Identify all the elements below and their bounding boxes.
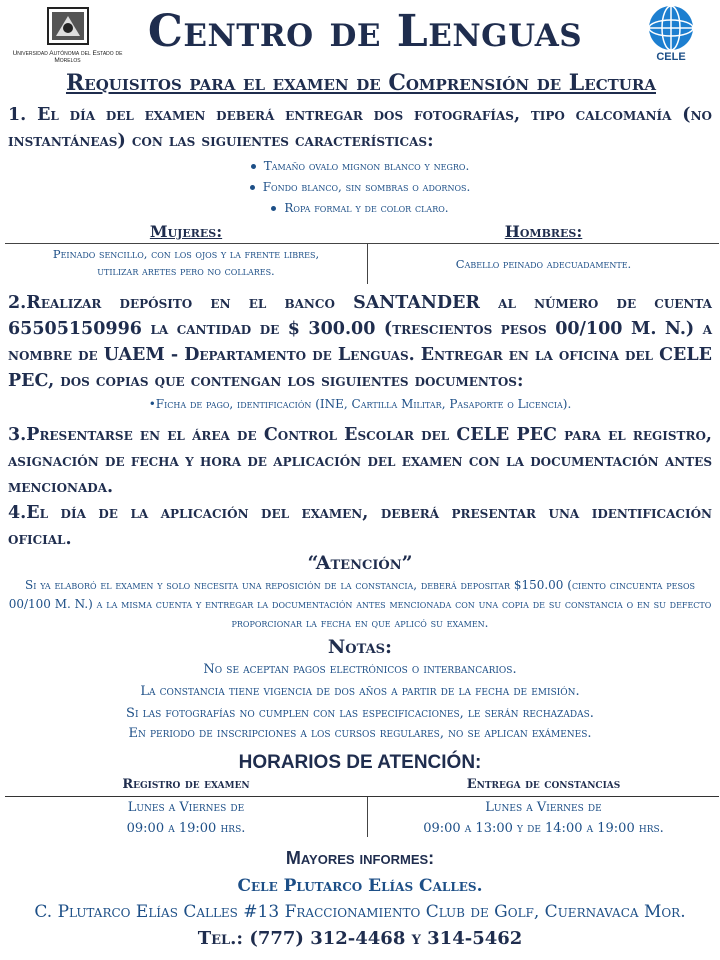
contact-address: C. Plutarco Elías Calles #13 Fraccionamiento Club de Golf, Cuernavaca Mor. [34,902,686,922]
step-3-text: Presentarse en el área de Control Escolar del CELE PEC para el registro, asignación de fecha y hora de aplicación del examen con la documentación antes mencionada. [8,425,712,497]
women-cell: Peinado sencillo, con los ojos y la frente libres, utilizar aretes pero no collares. [52,247,320,278]
attention-title: “Atención” [307,552,413,574]
list-item: Tamaño ovalo mignon blanco y negro. [0,156,720,177]
notes-title: Notas: [327,636,393,658]
attention-text: Si ya elaboró el examen y solo necesita una reposición de la constancia, deberá depositar $150.00 (ciento cincuenta pesos 00/100 M. N.) a la misma cuenta y entregar la documentación antes mencionada con una copia de su constancia o en su defecto proporcionar la fecha en que aplicó su examen. [8,578,712,630]
note-item: La constancia tiene vigencia de dos años a partir de la fecha de emisión. [140,684,580,699]
list-item: •Ficha de pago, identificación (INE, Cartilla Militar, Pasaporte o Licencia). [148,397,572,411]
men-cell: Cabello peinado adecuadamente. [455,257,632,271]
hours-title: HORARIOS DE ATENCIÓN: [238,752,482,773]
step-3 [8,422,712,500]
registration-hours: Lunes a Viernes de 09:00 a 19:00 hrs. [126,800,246,836]
documents-list [0,394,720,415]
note-item: Si las fotografías no cumplen con las especificaciones, le serán rechazadas. [126,706,594,721]
certificates-header: Entrega de constancias [466,777,621,792]
bullet-icon [251,164,256,169]
step-2-text: Realizar depósito en el banco SANTANDER al número de cuenta 65505150996 la cantidad de $ 300.00 (trescientos pesos 00/100 M. N.) a nombre de UAEM - Departamento de Lenguas. Entregar en la oficina del CELE PEC, dos copias que contengan los siguientes documentos: [8,293,712,391]
bullet-icon [271,206,276,211]
step-1 [8,102,712,154]
step-1-text: El día del examen deberá entregar dos fotografías, tipo calcomanía (no instantáneas) con las siguientes características: [8,105,712,151]
men-header: Hombres: [504,222,583,241]
dress-code-table [5,222,719,284]
contact-title: Mayores informes: [285,848,435,868]
cele-logo-text: CELE [656,51,686,62]
note-item: No se aceptan pagos electrónicos o interbancarios. [203,662,517,677]
step-4-number: 4. [8,503,27,523]
university-name: Universidad Autónoma del Estado de Morelos [12,50,123,64]
step-2 [8,290,712,394]
list-item: Ropa formal y de color claro. [0,198,720,219]
list-item: Fondo blanco, sin sombras o adornos. [0,177,720,198]
bullet-icon [250,185,255,190]
page-title: Centro de Lenguas [147,6,583,57]
step-3-number: 3. [8,425,27,445]
hours-table [5,777,719,837]
step-4-text: El día de la aplicación del examen, deberá presentar una identificación oficial. [8,503,712,549]
step-4 [8,500,712,552]
uaem-logo [10,6,125,68]
cele-logo [636,4,706,62]
registration-header: Registro de examen [122,777,250,792]
step-1-number: 1. [8,105,27,125]
women-header: Mujeres: [149,222,223,241]
photo-requirements-list [0,156,720,219]
certificates-hours: Lunes a Viernes de 09:00 a 13:00 y de 14:00 a 19:00 hrs. [423,800,664,836]
step-2-number: 2. [8,293,27,313]
contact-name: Cele Plutarco Elías Calles. [237,876,483,896]
globe-icon [636,4,706,62]
table-divider [5,243,719,244]
subtitle: Requisitos para el examen de Comprensión de Lectura [65,70,656,96]
contact-phone: Tel.: (777) 312-4468 y 314-5462 [197,928,523,949]
note-item: En periodo de inscripciones a los cursos regulares, no se aplican exámenes. [128,726,592,741]
uaem-crest-icon [46,6,90,46]
